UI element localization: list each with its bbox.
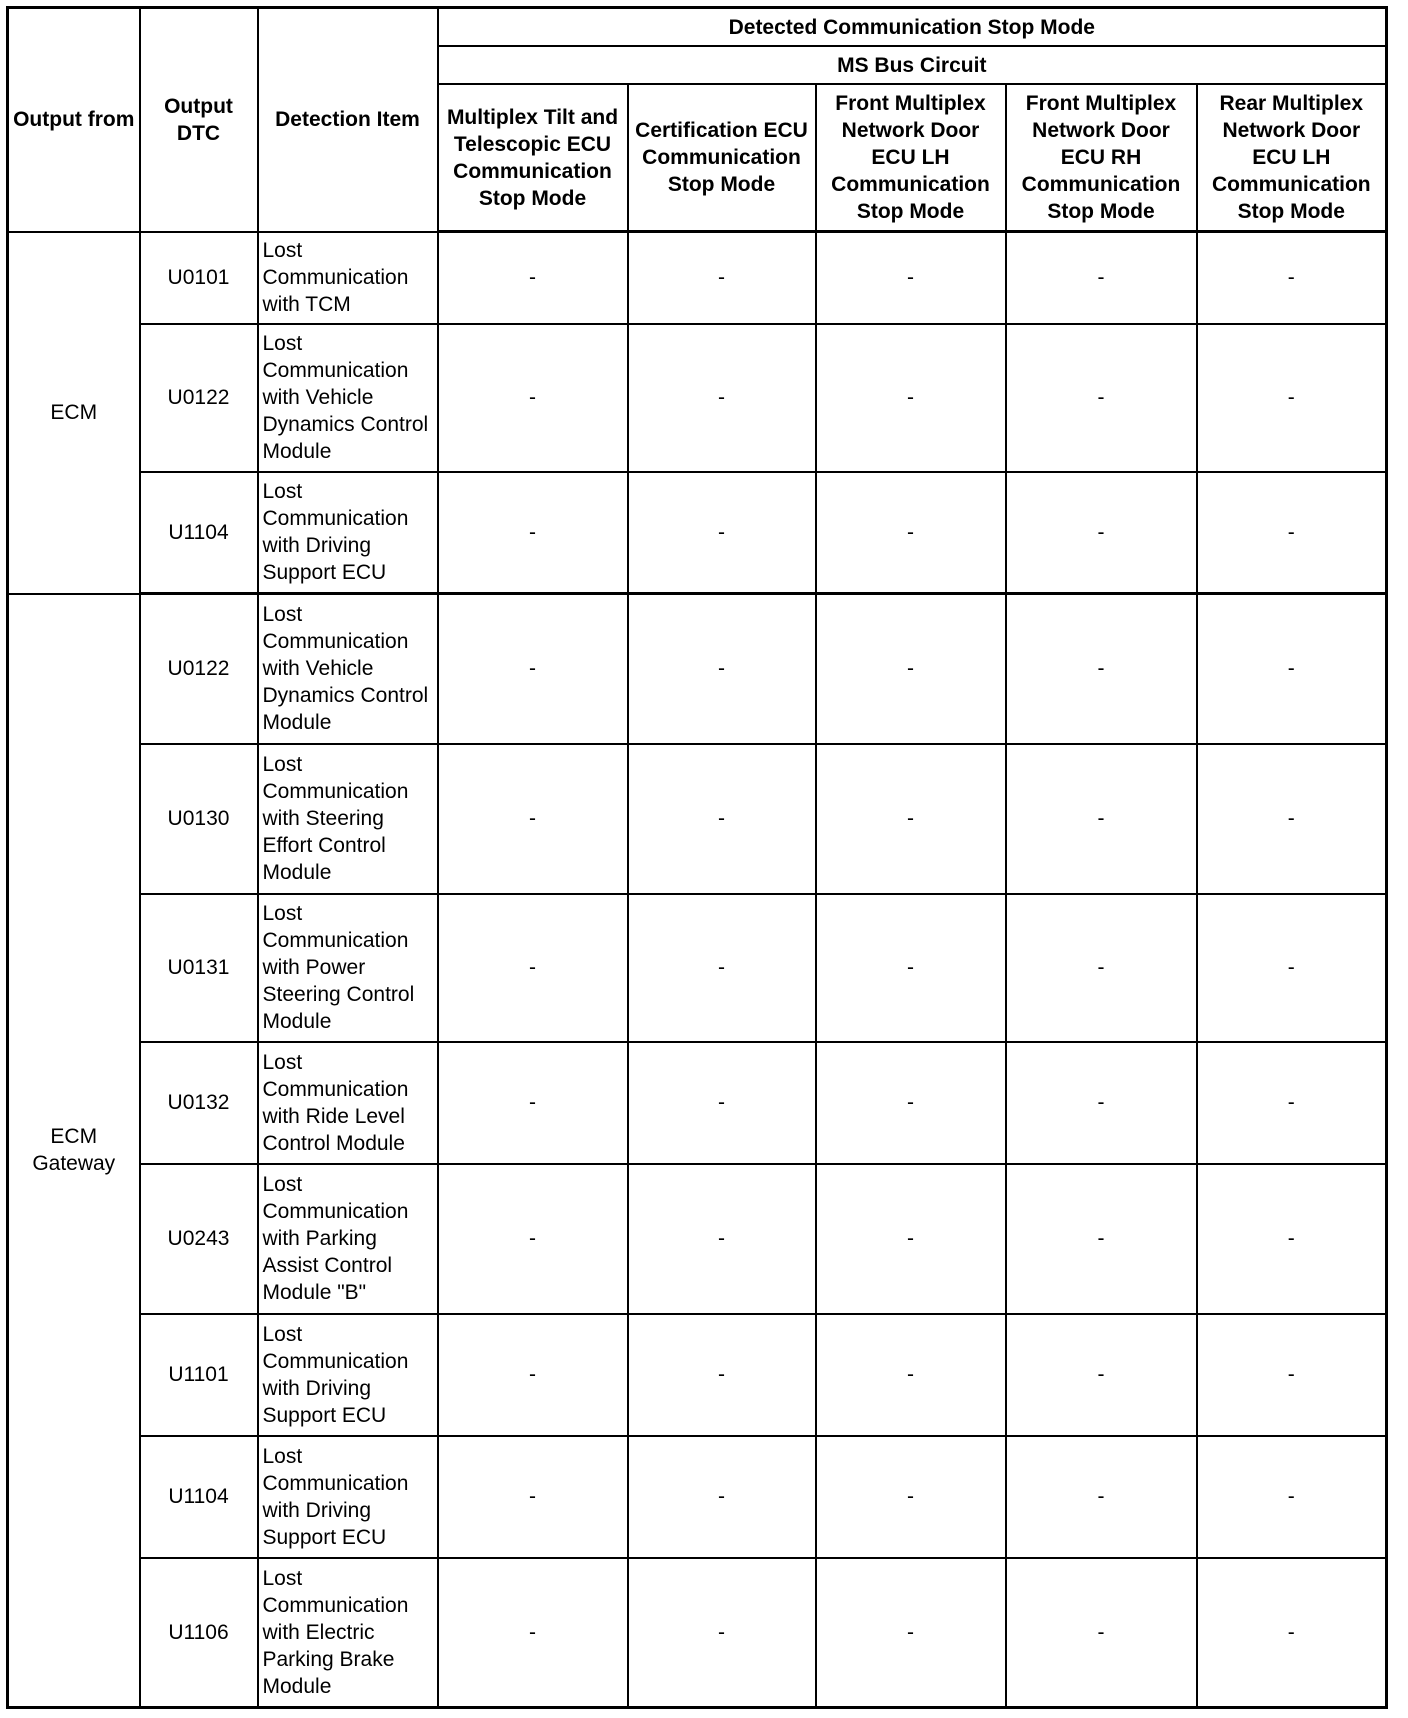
detection-item-cell: Lost Communication with Vehicle Dynamics Control Module: [258, 324, 438, 472]
stop-mode-mark-cell: -: [1197, 744, 1387, 894]
dtc-code-cell: U1106: [140, 1558, 258, 1708]
stop-mode-mark-cell: -: [1006, 1558, 1197, 1708]
table-row: [8, 1042, 1387, 1164]
detection-item-cell: Lost Communication with Driving Support ECU: [258, 1436, 438, 1558]
dtc-code-cell: U0132: [140, 1042, 258, 1164]
stop-mode-mark-cell: -: [816, 472, 1006, 594]
header-output-dtc: Output DTC: [140, 8, 258, 232]
detection-item-cell: Lost Communication with TCM: [258, 232, 438, 324]
stop-mode-mark-cell: -: [816, 594, 1006, 744]
stop-mode-mark-cell: -: [628, 894, 816, 1042]
table-row: [8, 472, 1387, 594]
table-row: [8, 744, 1387, 894]
table-header: [8, 8, 1387, 232]
dtc-code-cell: U0130: [140, 744, 258, 894]
stop-mode-mark-cell: -: [628, 1164, 816, 1314]
stop-mode-mark-cell: -: [438, 1164, 628, 1314]
stop-mode-mark-cell: -: [1006, 894, 1197, 1042]
dtc-code-cell: U0122: [140, 594, 258, 744]
header-col-tilt-telescopic-ecu: Multiplex Tilt and Telescopic ECU Communication Stop Mode: [438, 84, 628, 232]
header-detected-stop-mode: Detected Communication Stop Mode: [438, 8, 1387, 47]
stop-mode-mark-cell: -: [816, 1164, 1006, 1314]
dtc-code-cell: U0243: [140, 1164, 258, 1314]
table-row: [8, 894, 1387, 1042]
detection-item-cell: Lost Communication with Steering Effort Control Module: [258, 744, 438, 894]
header-col-front-door-ecu-rh: Front Multiplex Network Door ECU RH Communication Stop Mode: [1006, 84, 1197, 232]
output-from-cell: ECM: [8, 232, 140, 594]
dtc-table-container: [6, 6, 1388, 1709]
dtc-code-cell: U1104: [140, 1436, 258, 1558]
stop-mode-mark-cell: -: [816, 1314, 1006, 1436]
table-row: [8, 232, 1387, 324]
table-row: [8, 1558, 1387, 1708]
stop-mode-mark-cell: -: [438, 594, 628, 744]
dtc-code-cell: U0101: [140, 232, 258, 324]
detection-item-cell: Lost Communication with Driving Support ECU: [258, 472, 438, 594]
stop-mode-mark-cell: -: [438, 894, 628, 1042]
stop-mode-mark-cell: -: [1006, 594, 1197, 744]
stop-mode-mark-cell: -: [628, 324, 816, 472]
stop-mode-mark-cell: -: [438, 1558, 628, 1708]
stop-mode-mark-cell: -: [1197, 1042, 1387, 1164]
table-row: [8, 594, 1387, 744]
stop-mode-mark-cell: -: [816, 232, 1006, 324]
stop-mode-mark-cell: -: [1006, 744, 1197, 894]
stop-mode-mark-cell: -: [1197, 594, 1387, 744]
stop-mode-mark-cell: -: [628, 472, 816, 594]
stop-mode-mark-cell: -: [1197, 1164, 1387, 1314]
stop-mode-mark-cell: -: [1006, 324, 1197, 472]
stop-mode-mark-cell: -: [816, 744, 1006, 894]
table-row: [8, 1164, 1387, 1314]
stop-mode-mark-cell: -: [438, 324, 628, 472]
stop-mode-mark-cell: -: [816, 1558, 1006, 1708]
dtc-code-cell: U1101: [140, 1314, 258, 1436]
stop-mode-mark-cell: -: [628, 232, 816, 324]
stop-mode-mark-cell: -: [1197, 894, 1387, 1042]
stop-mode-mark-cell: -: [1197, 1558, 1387, 1708]
detection-item-cell: Lost Communication with Vehicle Dynamics Control Module: [258, 594, 438, 744]
detection-item-cell: Lost Communication with Power Steering Control Module: [258, 894, 438, 1042]
stop-mode-mark-cell: -: [438, 472, 628, 594]
detection-item-cell: Lost Communication with Electric Parking Brake Module: [258, 1558, 438, 1708]
header-output-from: Output from: [8, 8, 140, 232]
stop-mode-mark-cell: -: [1197, 232, 1387, 324]
table-row: [8, 1314, 1387, 1436]
table-row: [8, 324, 1387, 472]
header-ms-bus-circuit: MS Bus Circuit: [438, 46, 1387, 84]
stop-mode-mark-cell: -: [438, 1436, 628, 1558]
header-detection-item: Detection Item: [258, 8, 438, 232]
detection-item-cell: Lost Communication with Parking Assist Control Module "B": [258, 1164, 438, 1314]
dtc-code-cell: U1104: [140, 472, 258, 594]
stop-mode-mark-cell: -: [438, 1314, 628, 1436]
stop-mode-mark-cell: -: [816, 894, 1006, 1042]
stop-mode-mark-cell: -: [1006, 472, 1197, 594]
dtc-table: [6, 6, 1388, 1709]
stop-mode-mark-cell: -: [628, 1558, 816, 1708]
stop-mode-mark-cell: -: [438, 744, 628, 894]
stop-mode-mark-cell: -: [816, 324, 1006, 472]
stop-mode-mark-cell: -: [438, 1042, 628, 1164]
stop-mode-mark-cell: -: [816, 1042, 1006, 1164]
table-body: [8, 232, 1387, 1708]
header-col-front-door-ecu-lh: Front Multiplex Network Door ECU LH Communication Stop Mode: [816, 84, 1006, 232]
stop-mode-mark-cell: -: [628, 1436, 816, 1558]
stop-mode-mark-cell: -: [1006, 232, 1197, 324]
stop-mode-mark-cell: -: [628, 594, 816, 744]
stop-mode-mark-cell: -: [628, 1314, 816, 1436]
dtc-code-cell: U0122: [140, 324, 258, 472]
output-from-cell: ECM Gateway: [8, 594, 140, 1708]
header-col-rear-door-ecu-lh: Rear Multiplex Network Door ECU LH Communication Stop Mode: [1197, 84, 1387, 232]
stop-mode-mark-cell: -: [1006, 1314, 1197, 1436]
header-col-certification-ecu: Certification ECU Communication Stop Mode: [628, 84, 816, 232]
dtc-code-cell: U0131: [140, 894, 258, 1042]
detection-item-cell: Lost Communication with Ride Level Control Module: [258, 1042, 438, 1164]
stop-mode-mark-cell: -: [1006, 1436, 1197, 1558]
detection-item-cell: Lost Communication with Driving Support ECU: [258, 1314, 438, 1436]
table-row: [8, 1436, 1387, 1558]
stop-mode-mark-cell: -: [1006, 1042, 1197, 1164]
stop-mode-mark-cell: -: [1197, 1436, 1387, 1558]
stop-mode-mark-cell: -: [1197, 324, 1387, 472]
stop-mode-mark-cell: -: [1006, 1164, 1197, 1314]
stop-mode-mark-cell: -: [1197, 472, 1387, 594]
stop-mode-mark-cell: -: [628, 1042, 816, 1164]
stop-mode-mark-cell: -: [438, 232, 628, 324]
stop-mode-mark-cell: -: [816, 1436, 1006, 1558]
stop-mode-mark-cell: -: [1197, 1314, 1387, 1436]
stop-mode-mark-cell: -: [628, 744, 816, 894]
